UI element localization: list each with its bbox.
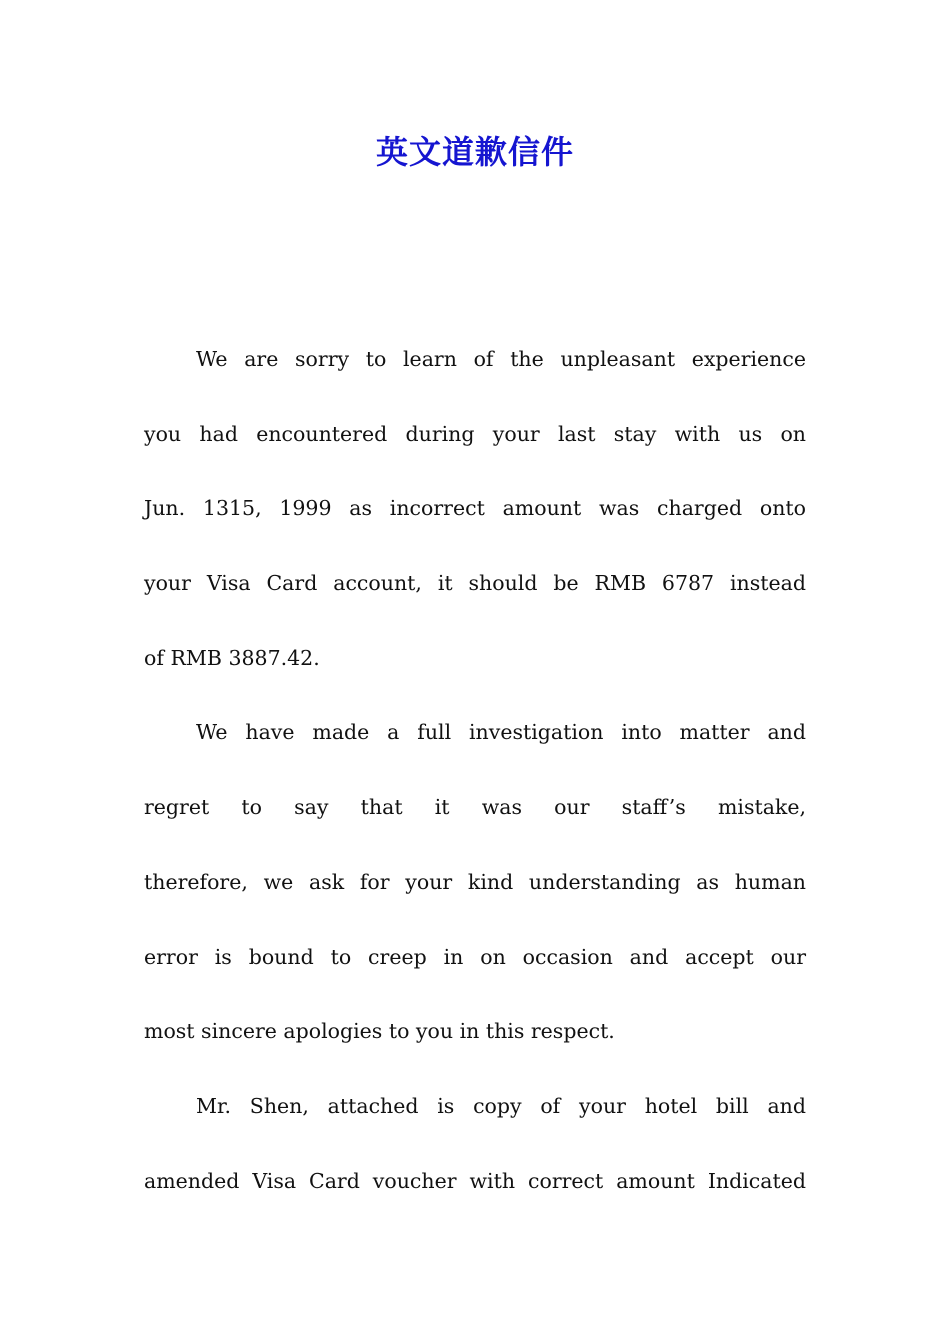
paragraph-1-line-3: Jun. 1315, 1999 as incorrect amount was charged onto xyxy=(144,496,806,521)
paragraph-2-line-2: regret to say that it was our staff’s mistake, xyxy=(144,795,806,820)
paragraph-1-line-2: you had encountered during your last stay with us on xyxy=(144,421,806,446)
paragraph-2-line-3: therefore, we ask for your kind understanding as human xyxy=(144,869,806,894)
paragraph-3-line-1: Mr. Shen, attached is copy of your hotel bill and xyxy=(196,1093,806,1118)
paragraph-2-line-4: error is bound to creep in on occasion and accept our xyxy=(144,944,806,969)
paragraph-1-line-4: your Visa Card account, it should be RMB 6787 instead xyxy=(144,571,806,596)
document-title: 英文道歉信件 xyxy=(375,133,574,171)
paragraph-3-line-2: amended Visa Card voucher with correct amount Indicated xyxy=(144,1168,806,1193)
paragraph-1-line-1: We are sorry to learn of the unpleasant experience xyxy=(196,347,806,371)
paragraph-2-line-5: most sincere apologies to you in this respect. xyxy=(144,1019,615,1044)
paragraph-2-line-1: We have made a full investigation into matter and xyxy=(196,720,806,745)
paragraph-1-line-5: of RMB 3887.42. xyxy=(144,645,320,670)
letter-body xyxy=(144,322,806,1218)
